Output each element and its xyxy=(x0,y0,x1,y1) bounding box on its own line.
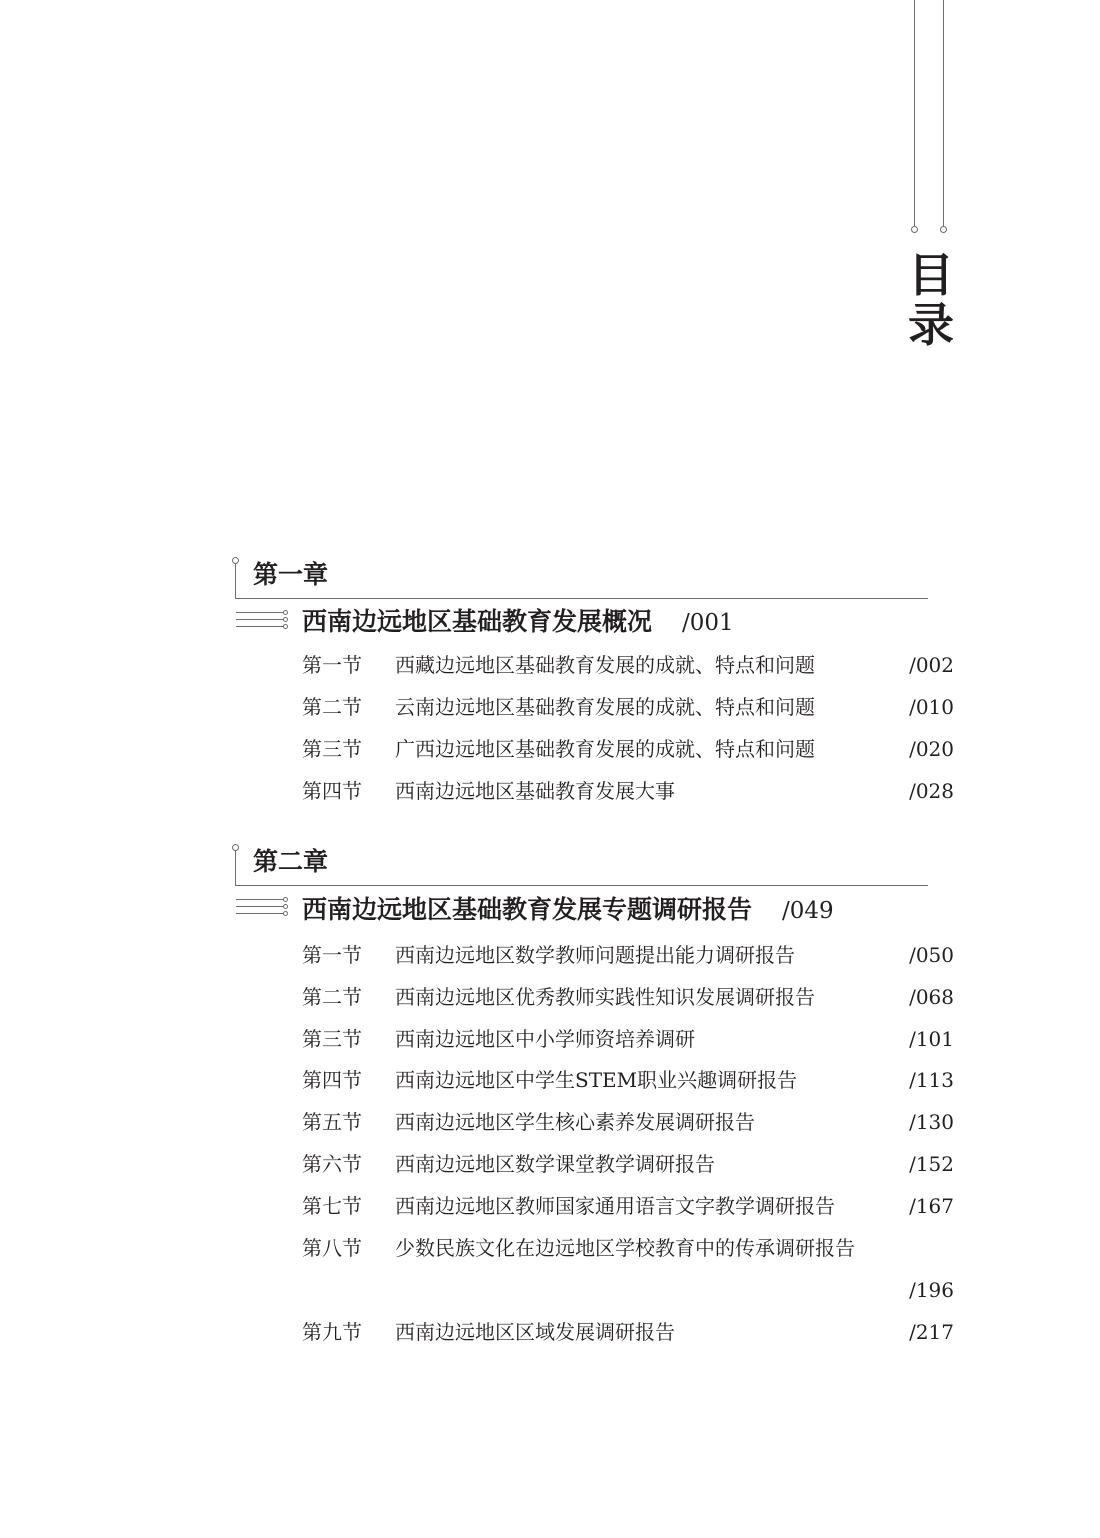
decorative-line xyxy=(943,0,944,226)
toc-entry[interactable] xyxy=(0,1233,1100,1305)
section-number: 第六节 xyxy=(302,1152,362,1176)
toc-entry[interactable] xyxy=(0,1107,1100,1137)
decorative-line xyxy=(914,0,915,226)
section-title: 西南边远地区区域发展调研报告 xyxy=(395,1320,675,1344)
section-page-number: /002 xyxy=(909,653,954,677)
section-number: 第二节 xyxy=(302,695,362,719)
chapter-label: 第一章 xyxy=(253,560,329,589)
section-page-number: /196 xyxy=(909,1278,954,1302)
toc-entry[interactable] xyxy=(0,776,1100,806)
section-page-number: /101 xyxy=(909,1027,954,1051)
decorative-dot xyxy=(940,226,947,233)
section-number: 第一节 xyxy=(302,943,362,967)
decorative-dot xyxy=(911,226,918,233)
chapter-decoration xyxy=(236,611,288,631)
section-page-number: /010 xyxy=(909,695,954,719)
chapter-rule xyxy=(236,598,928,599)
chapter-rule xyxy=(236,885,928,886)
section-title: 西藏边远地区基础教育发展的成就、特点和问题 xyxy=(395,653,815,677)
chapter-decoration xyxy=(236,898,288,918)
section-number: 第五节 xyxy=(302,1110,362,1134)
toc-entry[interactable] xyxy=(0,1065,1100,1095)
section-number: 第八节 xyxy=(302,1236,362,1260)
section-title: 西南边远地区数学课堂教学调研报告 xyxy=(395,1152,715,1176)
section-title: 广西边远地区基础教育发展的成就、特点和问题 xyxy=(395,737,815,761)
toc-entry[interactable] xyxy=(0,1024,1100,1054)
section-page-number: /113 xyxy=(909,1068,954,1092)
toc-entry[interactable] xyxy=(0,982,1100,1012)
section-page-number: /130 xyxy=(909,1110,954,1134)
section-title: 西南边远地区教师国家通用语言文字教学调研报告 xyxy=(395,1194,835,1218)
section-number: 第三节 xyxy=(302,737,362,761)
section-number: 第三节 xyxy=(302,1027,362,1051)
chapter-title-text: 西南边远地区基础教育发展概况 xyxy=(302,607,653,636)
toc-entry[interactable] xyxy=(0,1191,1100,1221)
chapter-marker-line xyxy=(235,850,236,886)
section-title: 少数民族文化在边远地区学校教育中的传承调研报告 xyxy=(395,1236,855,1260)
section-page-number: /167 xyxy=(909,1194,954,1218)
chapter-marker-line xyxy=(235,563,236,599)
toc-entry[interactable] xyxy=(0,734,1100,764)
section-page-number: /217 xyxy=(909,1320,954,1344)
chapter-label: 第二章 xyxy=(253,847,329,876)
chapter-page-number: /049 xyxy=(782,898,834,924)
toc-entry[interactable] xyxy=(0,1149,1100,1179)
section-number: 第四节 xyxy=(302,779,362,803)
section-title: 云南边远地区基础教育发展的成就、特点和问题 xyxy=(395,695,815,719)
section-page-number: /028 xyxy=(909,779,954,803)
section-title: 西南边远地区中小学师资培养调研 xyxy=(395,1027,695,1051)
toc-entry[interactable] xyxy=(0,650,1100,680)
section-title: 西南边远地区基础教育发展大事 xyxy=(395,779,675,803)
page-title: 目录 xyxy=(908,248,954,352)
section-page-number: /020 xyxy=(909,737,954,761)
chapter-title[interactable] xyxy=(302,895,834,926)
section-title: 西南边远地区学生核心素养发展调研报告 xyxy=(395,1110,755,1134)
section-title: 西南边远地区中学生STEM职业兴趣调研报告 xyxy=(395,1068,798,1092)
section-page-number: /068 xyxy=(909,985,954,1009)
section-number: 第四节 xyxy=(302,1068,362,1092)
section-page-number: /050 xyxy=(909,943,954,967)
section-number: 第二节 xyxy=(302,985,362,1009)
section-number: 第七节 xyxy=(302,1194,362,1218)
chapter-page-number: /001 xyxy=(682,610,734,636)
section-number: 第一节 xyxy=(302,653,362,677)
toc-entry[interactable] xyxy=(0,1317,1100,1347)
chapter-title-text: 西南边远地区基础教育发展专题调研报告 xyxy=(302,895,753,924)
section-page-number: /152 xyxy=(909,1152,954,1176)
chapter-title[interactable] xyxy=(302,607,734,638)
section-number: 第九节 xyxy=(302,1320,362,1344)
section-title: 西南边远地区优秀教师实践性知识发展调研报告 xyxy=(395,985,815,1009)
toc-entry[interactable] xyxy=(0,940,1100,970)
section-title: 西南边远地区数学教师问题提出能力调研报告 xyxy=(395,943,795,967)
toc-entry[interactable] xyxy=(0,692,1100,722)
